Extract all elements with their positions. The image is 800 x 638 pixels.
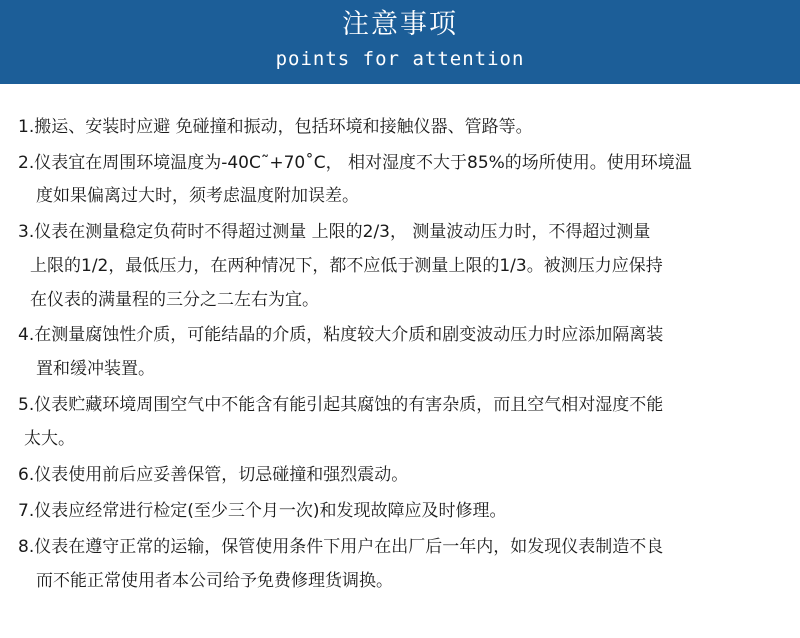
note-7-line-1: 仪表应经常进行检定(至少三个月一次)和发现故障应及时修理。 [34,501,507,521]
note-7 [18,499,507,523]
note-4-line-1: 在测量腐蚀性介质，可能结晶的介质，粘度较大介质和剧变波动压力时应添加隔离装 [34,325,664,345]
note-4-number: 4. [18,325,35,345]
page-subtitle: points for attention [275,48,525,70]
note-8 [18,535,663,559]
note-7-number: 7. [18,501,35,521]
note-5-line-1: 仪表贮藏环境周围空气中不能含有能引起其腐蚀的有害杂质，而且空气相对湿度不能 [34,395,664,415]
note-5-number: 5. [18,395,35,415]
note-2-number: 2. [18,153,35,173]
note-3-line-1: 仪表在测量稳定负荷时不得超过测量 上限的2/3， 测量波动压力时，不得超过测量 [34,222,651,242]
note-2-line-1: 仪表宜在周围环境温度为-40C˜+70˚C， 相对湿度不大于85%的场所使用。使用环境温 [34,153,692,173]
note-3-number: 3. [18,222,35,242]
note-1-line-1: 搬运、安装时应避 免碰撞和振动，包括环境和接触仪器、管路等。 [34,117,533,137]
note-5 [18,393,663,417]
note-8-number: 8. [18,537,35,557]
note-1-number: 1. [18,117,35,137]
page-title: 注意事项 [342,9,458,40]
note-3-line-2: 上限的1/2，最低压力，在两种情况下，都不应低于测量上限的1/3。被测压力应保持 [30,256,663,276]
note-3 [18,220,650,244]
note-4-line-2: 置和缓冲装置。 [36,359,155,379]
note-6-line-1: 仪表使用前后应妥善保管，切忌碰撞和强烈震动。 [34,465,409,485]
note-3-line-3: 在仪表的满量程的三分之二左右为宜。 [30,290,319,310]
note-8-line-2: 而不能正常使用者本公司给予免费修理货调换。 [36,571,393,591]
note-6-number: 6. [18,465,35,485]
note-2 [18,151,692,175]
note-5-line-2: 太大。 [24,429,75,449]
note-6 [18,463,408,487]
note-1 [18,115,533,139]
note-2-line-2: 度如果偏离过大时，须考虑温度附加误差。 [36,186,359,206]
note-8-line-1: 仪表在遵守正常的运输，保管使用条件下用户在出厂后一年内，如发现仪表制造不良 [34,537,664,557]
note-4 [18,323,663,347]
